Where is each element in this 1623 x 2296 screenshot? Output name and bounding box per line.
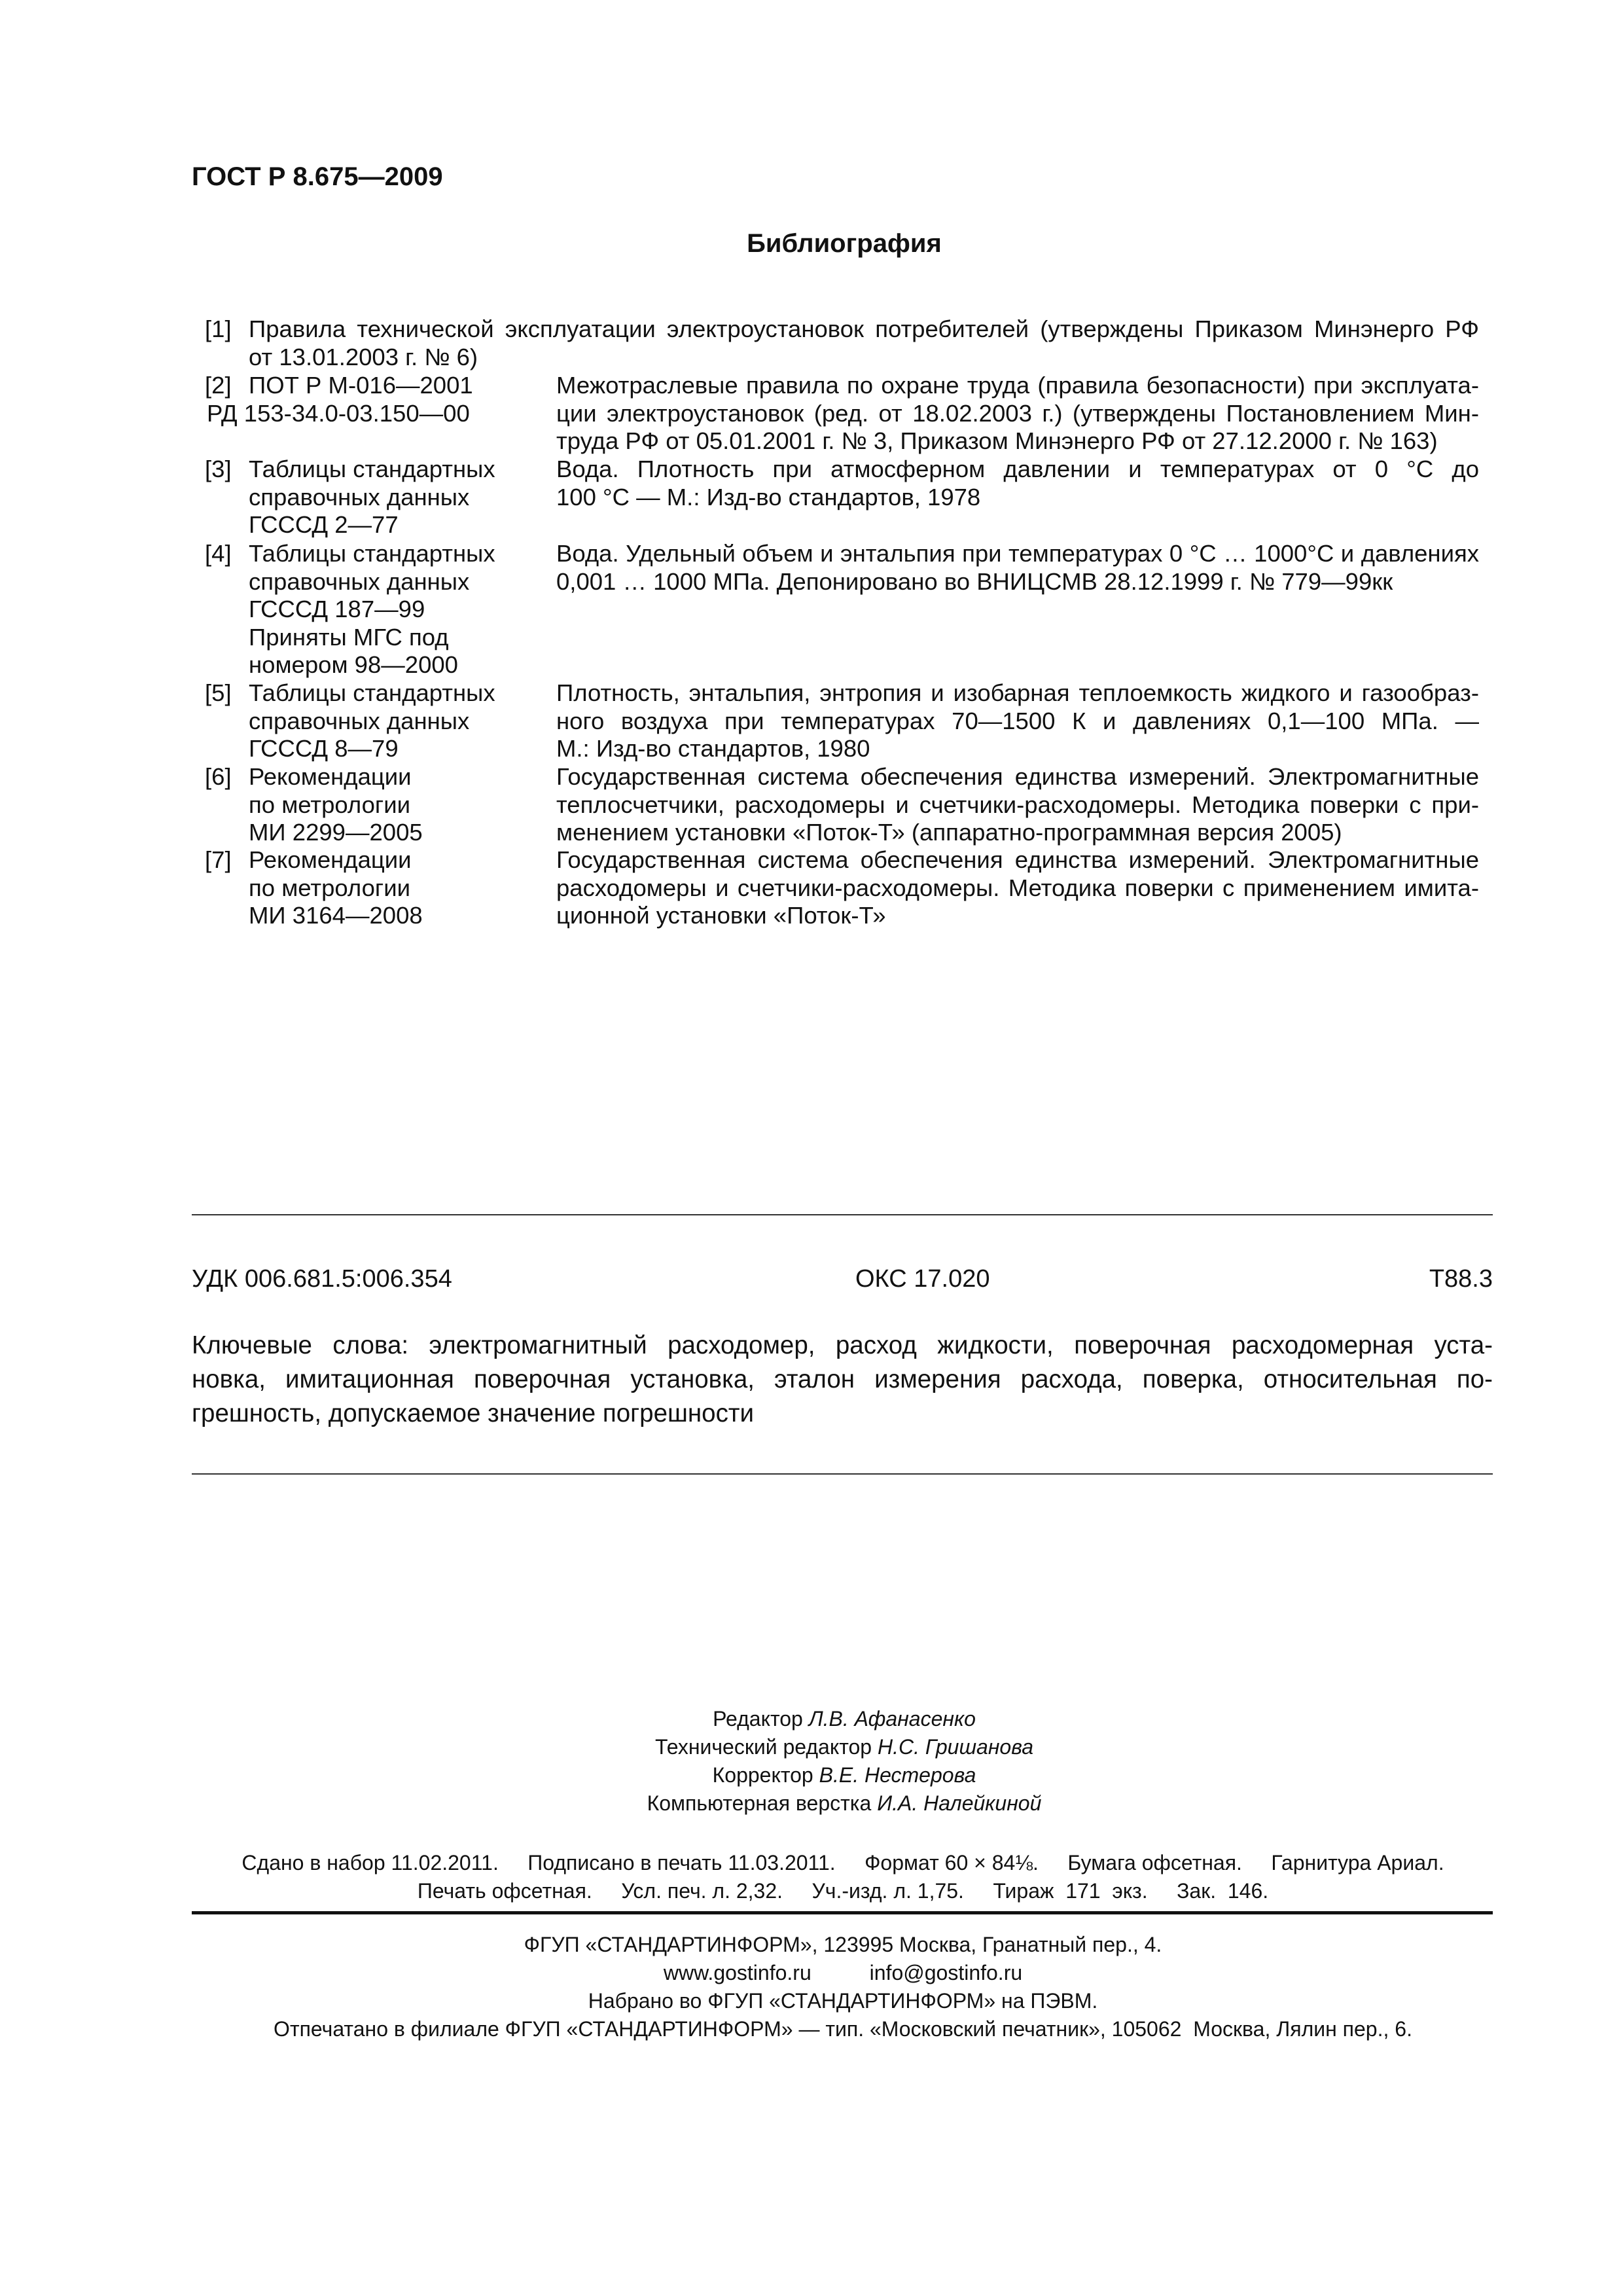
bib-text-line: расходомеры и счетчики-расходомеры. Методика поверки с применением имита- <box>556 874 1479 901</box>
bib-source-line: ПОТ Р М-016—2001 <box>249 372 473 399</box>
print-info-line <box>192 1877 1494 1905</box>
bib-number: [7] <box>205 846 232 873</box>
credit-name: В.Е. Нестерова <box>819 1763 976 1787</box>
bib-description <box>556 456 1479 511</box>
bib-text-line: Правила технической эксплуатации электроустановок потребителей (утверждены Приказом Минэнерго РФ <box>249 315 1479 342</box>
bibliography-title: Библиография <box>747 229 942 258</box>
bib-text-line: труда РФ от 05.01.2001 г. № 3, Приказом Минэнерго РФ от 27.12.2000 г. № 163) <box>556 427 1438 454</box>
bib-description <box>556 679 1479 763</box>
bib-description <box>556 763 1479 847</box>
oks-code: ОКС 17.020 <box>855 1265 990 1293</box>
bib-source-line: МИ 3164—2008 <box>249 902 423 929</box>
print-info-item: Подписано в печать 11.03.2011. <box>527 1851 836 1874</box>
bib-number: [1] <box>205 315 232 342</box>
bib-text-line: ного воздуха при температурах 70—1500 К и давлениях 0,1—100 МПа. — <box>556 707 1479 734</box>
bib-source-line: Таблицы стандартных <box>249 456 495 482</box>
print-info-item: Тираж 171 экз. <box>993 1879 1148 1903</box>
divider-line <box>192 1911 1493 1914</box>
bib-source-line: по метрологии <box>249 874 410 901</box>
bib-text-line: Государственная система обеспечения единства измерений. Электромагнитные <box>556 846 1479 873</box>
divider-line <box>192 1214 1493 1215</box>
bib-source-line: справочных данных <box>249 567 470 595</box>
bib-text-line: ции электроустановок (ред. от 18.02.2003 г.) (утверждены Постановлением Мин- <box>556 399 1479 427</box>
bib-source <box>207 400 508 428</box>
bib-text-line: Межотраслевые правила по охране труда (правила безопасности) при эксплуата- <box>556 372 1479 399</box>
bib-number: [3] <box>205 456 232 482</box>
category-code: Т88.3 <box>1429 1265 1493 1293</box>
bib-text-line: 100 °С — М.: Изд-во стандартов, 1978 <box>556 483 981 511</box>
divider-line <box>192 1473 1493 1475</box>
credit-line <box>0 1761 1623 1789</box>
keywords-line: грешность, допускаемое значение погрешности <box>192 1399 754 1427</box>
bib-text-line: теплосчетчики, расходомеры и счетчики-расходомеры. Методика поверки с при- <box>556 791 1479 818</box>
bib-text-line: от 13.01.2003 г. № 6) <box>249 343 478 370</box>
bib-source-line: МИ 2299—2005 <box>249 819 423 846</box>
publisher-contacts <box>192 1959 1494 1987</box>
bib-source <box>249 763 550 847</box>
credits-block <box>0 1705 1623 1818</box>
bib-source <box>249 540 550 679</box>
publisher-block <box>192 1931 1494 2043</box>
publisher-printed: Отпечатано в филиале ФГУП «СТАНДАРТИНФОРМ» — тип. «Московский печатник», 105062 Москва, Лялин пер., 6. <box>274 2017 1412 2041</box>
bib-source-line: справочных данных <box>249 707 470 734</box>
bib-source <box>249 456 550 539</box>
print-info-item: Сдано в набор 11.02.2011. <box>241 1851 499 1874</box>
bib-source-line: ГСССД 8—79 <box>249 735 399 762</box>
bib-source-line: РД 153-34.0-03.150—00 <box>207 399 470 427</box>
print-info-item: Зак. 146. <box>1177 1879 1269 1903</box>
bib-source-line: Рекомендации <box>249 763 412 790</box>
credit-role: Технический редактор <box>654 1735 872 1759</box>
publisher-website: www.gostinfo.ru <box>663 1961 812 1984</box>
bib-source <box>249 372 550 400</box>
print-info-item: Формат 60 × 84⅛. <box>865 1851 1039 1874</box>
bib-text-line: Плотность, энтальпия, энтропия и изобарная теплоемкость жидкого и газообраз- <box>556 679 1479 706</box>
print-info-item: Усл. печ. л. 2,32. <box>621 1879 783 1903</box>
bib-source-line: номером 98—2000 <box>249 651 458 678</box>
bib-full-text <box>249 315 1479 371</box>
credit-role: Компьютерная верстка <box>647 1791 872 1815</box>
credit-line <box>0 1733 1623 1761</box>
bib-text-line: М.: Изд-во стандартов, 1980 <box>556 735 870 762</box>
bib-description <box>556 540 1479 596</box>
credit-line <box>0 1789 1623 1818</box>
bib-number: [5] <box>205 679 232 706</box>
bib-source-line: справочных данных <box>249 483 470 511</box>
keywords-line: новка, имитационная поверочная установка, эталон измерения расхода, поверка, относительная по- <box>192 1365 1493 1393</box>
bib-source-line: ГСССД 187—99 <box>249 596 425 622</box>
credit-role: Корректор <box>712 1763 813 1787</box>
udk-code: УДК 006.681.5:006.354 <box>192 1265 452 1293</box>
publisher-email: info@gostinfo.ru <box>869 1961 1023 1984</box>
print-info <box>192 1849 1494 1905</box>
bib-source-line: по метрологии <box>249 791 410 818</box>
print-info-item: Уч.-изд. л. 1,75. <box>812 1879 964 1903</box>
keywords-block <box>192 1329 1493 1431</box>
publisher-typeset: Набрано во ФГУП «СТАНДАРТИНФОРМ» на ПЭВМ. <box>588 1989 1098 2013</box>
bib-number: [2] <box>205 372 232 399</box>
credit-role: Редактор <box>713 1707 803 1731</box>
bib-source-line: ГСССД 2—77 <box>249 511 399 538</box>
credit-name: Н.С. Гришанова <box>877 1735 1034 1759</box>
print-info-line <box>192 1849 1494 1877</box>
bib-number: [6] <box>205 763 232 790</box>
print-info-item: Печать офсетная. <box>417 1879 592 1903</box>
bib-description <box>556 372 1479 456</box>
bib-number: [4] <box>205 540 232 567</box>
bib-source-line: Приняты МГС под <box>249 623 449 651</box>
document-code: ГОСТ Р 8.675—2009 <box>192 162 443 191</box>
bib-text-line: Государственная система обеспечения единства измерений. Электромагнитные <box>556 763 1479 790</box>
bib-source <box>249 846 550 930</box>
publisher-address: ФГУП «СТАНДАРТИНФОРМ», 123995 Москва, Гранатный пер., 4. <box>524 1933 1162 1956</box>
bib-text-line: менением установки «Поток-Т» (аппаратно-программная версия 2005) <box>556 819 1342 846</box>
bib-description <box>556 846 1479 930</box>
bib-text-line: Вода. Плотность при атмосферном давлении и температурах от 0 °С до <box>556 456 1479 482</box>
bib-source-line: Рекомендации <box>249 846 412 873</box>
print-info-item: Бумага офсетная. <box>1067 1851 1242 1874</box>
bib-source-line: Таблицы стандартных <box>249 540 495 567</box>
credit-line <box>0 1705 1623 1733</box>
print-info-item: Гарнитура Ариал. <box>1271 1851 1444 1874</box>
bib-source-line: Таблицы стандартных <box>249 679 495 706</box>
credit-name: И.А. Налейкиной <box>877 1791 1042 1815</box>
keywords-line: Ключевые слова: электромагнитный расходомер, расход жидкости, поверочная расходомерная уста- <box>192 1331 1493 1359</box>
credit-name: Л.В. Афанасенко <box>808 1707 976 1731</box>
bib-text-line: 0,001 … 1000 МПа. Депонировано во ВНИЦСМВ 28.12.1999 г. № 779—99кк <box>556 567 1393 595</box>
bib-text-line: ционной установки «Поток-Т» <box>556 902 886 929</box>
bib-source <box>249 679 550 763</box>
bib-text-line: Вода. Удельный объем и энтальпия при температурах 0 °С … 1000°С и давлениях <box>556 540 1479 567</box>
